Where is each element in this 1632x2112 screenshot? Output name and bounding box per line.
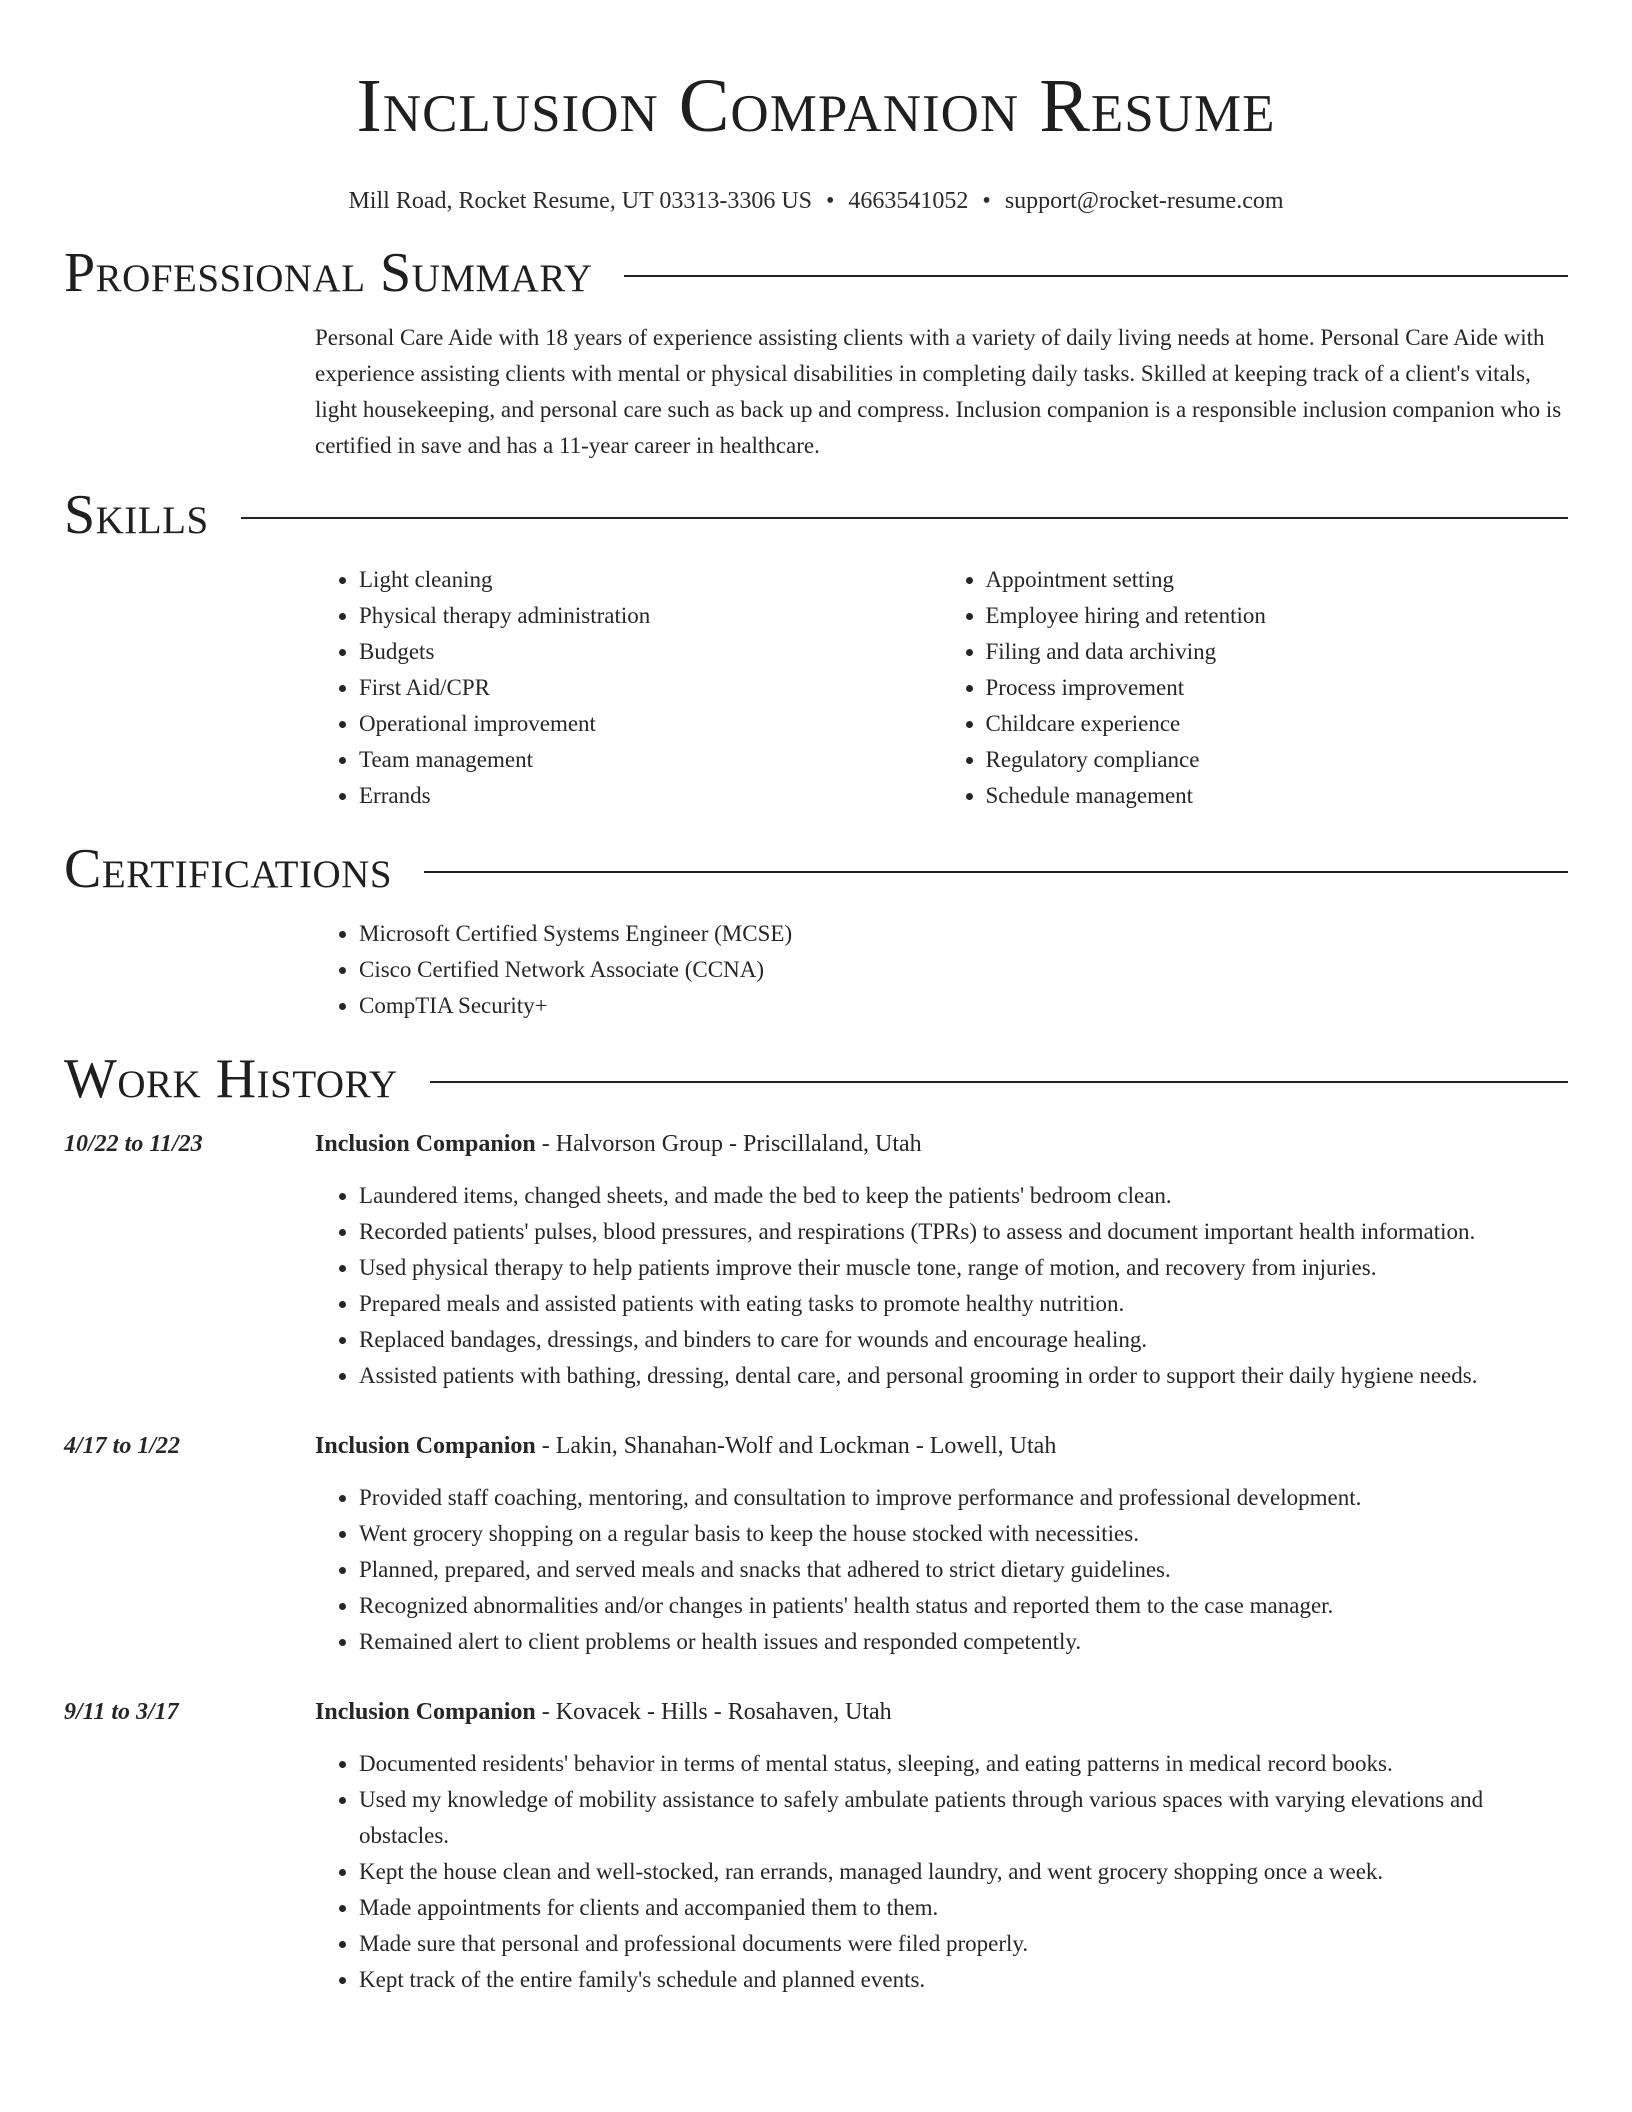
job-bullet: • Prepared meals and assisted patients with eating tasks to promote healthy nutrition. bbox=[359, 1286, 1568, 1322]
skills-list-left bbox=[315, 562, 942, 814]
contact-phone: 4663541052 bbox=[848, 188, 969, 214]
certifications-list bbox=[315, 916, 1568, 1024]
summary-section bbox=[64, 242, 1568, 464]
skills-section bbox=[64, 484, 1568, 814]
job-bullet: • Remained alert to client problems or health issues and responded competently. bbox=[359, 1624, 1568, 1660]
job-bullet: • Used my knowledge of mobility assistance to safely ambulate patients through various spaces with varying elevations and obstacles. bbox=[359, 1782, 1568, 1854]
resume-name: Inclusion Companion Resume bbox=[356, 64, 1276, 148]
skill-item: • Filing and data archiving bbox=[986, 634, 1569, 670]
job-bullet-list bbox=[315, 1480, 1568, 1660]
job-dates: 10/22 to 11/23 bbox=[64, 1131, 203, 1157]
skill-item: • Physical therapy administration bbox=[359, 598, 942, 634]
job-bullet: • Went grocery shopping on a regular basis to keep the house stocked with necessities. bbox=[359, 1516, 1568, 1552]
job-heading bbox=[315, 1126, 922, 1162]
job-bullet: • Provided staff coaching, mentoring, and consultation to improve performance and professional development. bbox=[359, 1480, 1568, 1516]
summary-header bbox=[64, 242, 1568, 304]
job-bullets bbox=[315, 1746, 1568, 1998]
skills-grid bbox=[315, 562, 1568, 814]
job-bullets bbox=[315, 1178, 1568, 1394]
job-bullets bbox=[315, 1480, 1568, 1660]
job-bullet: • Laundered items, changed sheets, and made the bed to keep the patients' bedroom clean. bbox=[359, 1178, 1568, 1214]
section-divider bbox=[430, 1081, 1568, 1083]
skill-item: • First Aid/CPR bbox=[359, 670, 942, 706]
job-bullet: • Recognized abnormalities and/or changes in patients' health status and reported them to the case manager. bbox=[359, 1588, 1568, 1624]
contact-email: support@rocket-resume.com bbox=[1004, 188, 1284, 214]
job-title: Inclusion Companion bbox=[315, 1433, 536, 1459]
certification-item: • Microsoft Certified Systems Engineer (MCSE) bbox=[359, 916, 1568, 952]
resume-page bbox=[64, 0, 1568, 1998]
job-bullet: • Kept track of the entire family's schedule and planned events. bbox=[359, 1962, 1568, 1998]
job-entry bbox=[64, 1694, 1568, 1998]
certifications-title: Certifications bbox=[64, 838, 393, 900]
skill-item: • Team management bbox=[359, 742, 942, 778]
job-entry bbox=[64, 1428, 1568, 1660]
job-bullet: • Planned, prepared, and served meals and snacks that adhered to strict dietary guidelines. bbox=[359, 1552, 1568, 1588]
skill-item: • Light cleaning bbox=[359, 562, 942, 598]
section-divider bbox=[424, 871, 1568, 873]
contact-separator: • bbox=[982, 188, 991, 214]
certification-item: • Cisco Certified Network Associate (CCNA) bbox=[359, 952, 1568, 988]
job-employer: - Lakin, Shanahan-Wolf and Lockman - Lowell, Utah bbox=[535, 1433, 1057, 1459]
skills-title: Skills bbox=[64, 484, 209, 546]
job-dates: 9/11 to 3/17 bbox=[64, 1699, 179, 1725]
job-employer: - Kovacek - Hills - Rosahaven, Utah bbox=[535, 1699, 892, 1725]
job-header bbox=[64, 1428, 1568, 1464]
job-title: Inclusion Companion bbox=[315, 1699, 536, 1725]
job-heading bbox=[315, 1428, 1056, 1464]
skill-item: • Appointment setting bbox=[986, 562, 1569, 598]
section-divider bbox=[624, 275, 1568, 277]
work-title: Work History bbox=[64, 1048, 398, 1110]
certifications-header bbox=[64, 838, 1568, 900]
skills-header bbox=[64, 484, 1568, 546]
certifications-body bbox=[315, 916, 1568, 1024]
job-entry bbox=[64, 1126, 1568, 1394]
contact-line bbox=[64, 186, 1568, 216]
work-section bbox=[64, 1048, 1568, 1998]
job-bullet: • Used physical therapy to help patients improve their muscle tone, range of motion, and recovery from injuries. bbox=[359, 1250, 1568, 1286]
job-bullet: • Kept the house clean and well-stocked, ran errands, managed laundry, and went grocery shopping once a week. bbox=[359, 1854, 1568, 1890]
job-bullet: • Made appointments for clients and accompanied them to them. bbox=[359, 1890, 1568, 1926]
contact-separator: • bbox=[826, 188, 835, 214]
job-heading bbox=[315, 1694, 892, 1730]
job-employer: - Halvorson Group - Priscillaland, Utah bbox=[535, 1131, 922, 1157]
job-header bbox=[64, 1694, 1568, 1730]
job-header bbox=[64, 1126, 1568, 1162]
job-bullet: • Made sure that personal and professional documents were filed properly. bbox=[359, 1926, 1568, 1962]
certification-item: • CompTIA Security+ bbox=[359, 988, 1568, 1024]
job-bullet-list bbox=[315, 1746, 1568, 1998]
skills-list-right bbox=[942, 562, 1569, 814]
job-bullet: • Recorded patients' pulses, blood pressures, and respirations (TPRs) to assess and document important health information. bbox=[359, 1214, 1568, 1250]
job-bullet: • Assisted patients with bathing, dressing, dental care, and personal grooming in order to support their daily hygiene needs. bbox=[359, 1358, 1568, 1394]
contact-address: Mill Road, Rocket Resume, UT 03313-3306 US bbox=[348, 188, 813, 214]
job-bullet: • Replaced bandages, dressings, and binders to care for wounds and encourage healing. bbox=[359, 1322, 1568, 1358]
summary-text: Personal Care Aide with 18 years of experience assisting clients with a variety of daily living needs at home. Personal Care Aide with experience assisting clients with mental or physical disabilities in completing daily tasks. Skilled at keeping track of a client's vitals, light housekeeping, and personal care such as back up and compress. Inclusion companion is a responsible inclusion companion who is certified in save and has a 11-year career in healthcare. bbox=[315, 325, 1562, 458]
skill-item: • Budgets bbox=[359, 634, 942, 670]
skill-item: • Regulatory compliance bbox=[986, 742, 1569, 778]
job-title: Inclusion Companion bbox=[315, 1131, 536, 1157]
work-header bbox=[64, 1048, 1568, 1110]
section-divider bbox=[241, 517, 1568, 519]
skill-item: • Childcare experience bbox=[986, 706, 1569, 742]
job-bullet-list bbox=[315, 1178, 1568, 1394]
certifications-section bbox=[64, 838, 1568, 1024]
skill-item: • Errands bbox=[359, 778, 942, 814]
summary-title: Professional Summary bbox=[64, 242, 593, 304]
skill-item: • Operational improvement bbox=[359, 706, 942, 742]
skill-item: • Employee hiring and retention bbox=[986, 598, 1569, 634]
job-dates: 4/17 to 1/22 bbox=[64, 1433, 181, 1459]
skill-item: • Schedule management bbox=[986, 778, 1569, 814]
job-bullet: • Documented residents' behavior in terms of mental status, sleeping, and eating patterns in medical record books. bbox=[359, 1746, 1568, 1782]
skill-item: • Process improvement bbox=[986, 670, 1569, 706]
